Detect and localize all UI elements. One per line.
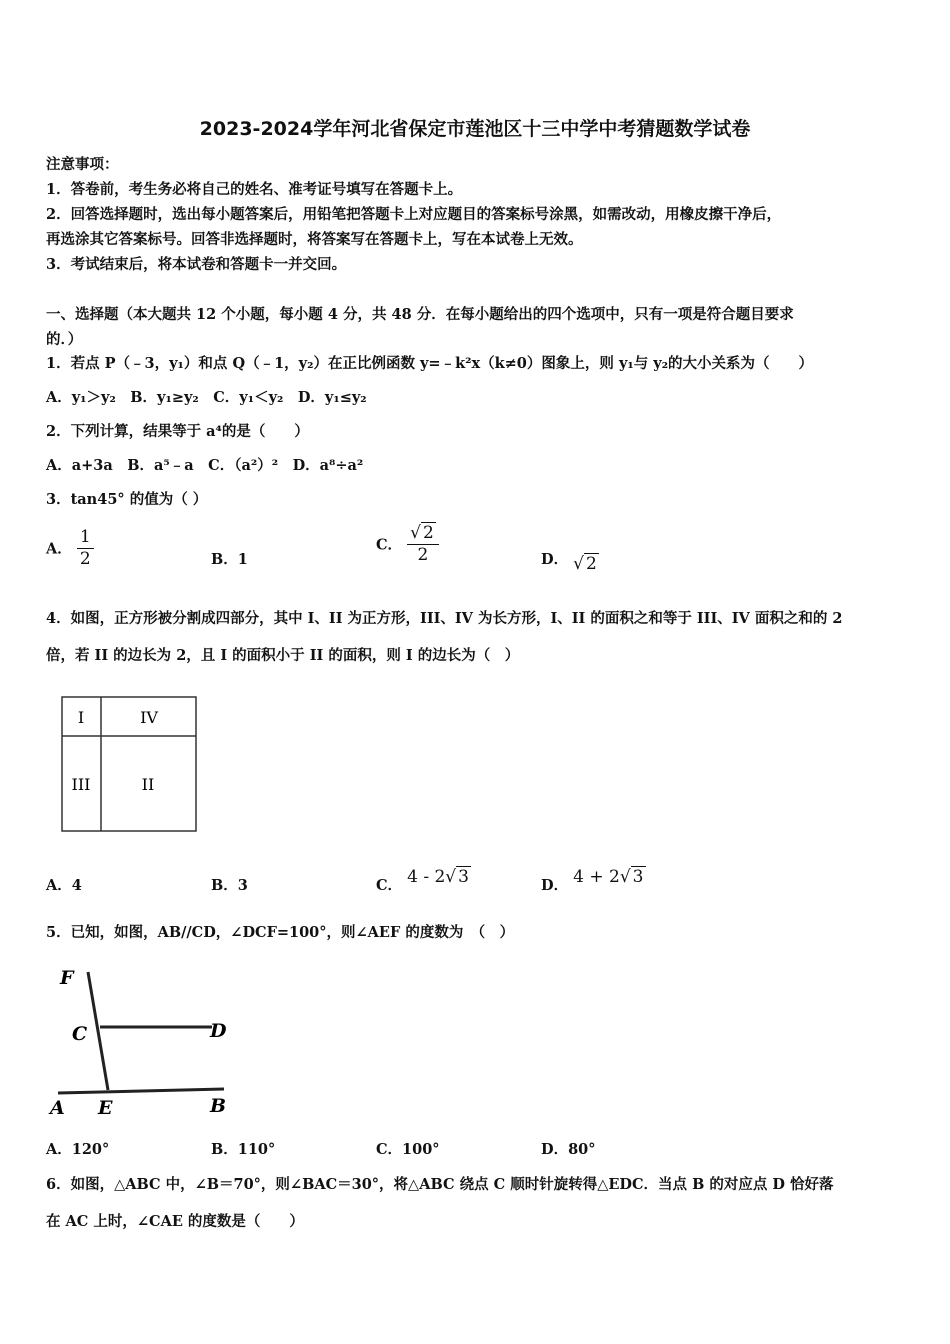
page-title: 2023-2024学年河北省保定市莲池区十三中学中考猜题数学试卷 (199, 118, 751, 140)
section-heading-line-2: 的．） (46, 331, 83, 348)
q4-option-a: A．4 (46, 877, 82, 894)
region-IV-label: IV (140, 708, 158, 727)
expression-prefix: 4 + 2 (573, 867, 620, 887)
q5-stem: 5．已知，如图，AB//CD，∠DCF=100°，则∠AEF 的度数为 （ ） (46, 924, 515, 941)
q5-option-b: B．110° (211, 1141, 276, 1158)
numerator: 1 (77, 528, 94, 549)
denominator: 2 (79, 548, 91, 569)
q3-option-b: B．1 (211, 551, 248, 568)
q5-option-d: D．80° (541, 1141, 596, 1158)
region-I-label: I (77, 708, 85, 727)
q4-option-b: B．3 (211, 877, 248, 894)
transversal-line (88, 972, 108, 1090)
radicand: 3 (632, 867, 644, 887)
point-B-label: B (210, 1095, 227, 1117)
q5-parallel-lines-figure (44, 952, 234, 1122)
radicand: 3 (458, 867, 469, 887)
math-expression: 4 + 2√ 3 (573, 867, 644, 887)
q4-option-d (541, 867, 646, 895)
q2-options: A．a+3a B．a⁵﹣a C．（a²）² D．a⁸÷a² (46, 457, 364, 474)
line-ab (58, 1089, 224, 1093)
fraction (77, 528, 94, 568)
q4-stem-line-1: 4．如图，正方形被分割成四部分，其中 I、II 为正方形，III、IV 为长方形，I、II 的面积之和等于 III、IV 面积之和的 2 (46, 610, 843, 627)
radicand: 2 (585, 554, 597, 574)
point-D-label: D (210, 1020, 227, 1042)
math-expression: 4 - 2√ 3 (407, 867, 469, 887)
point-F-label: F (60, 967, 74, 989)
q3-option-a (46, 528, 94, 568)
radicand: 2 (422, 523, 434, 543)
fraction (407, 524, 439, 564)
denominator: 2 (417, 544, 429, 565)
expression-prefix: 4 - 2 (407, 867, 446, 887)
q6-stem-line-1: 6．如图，△ABC 中，∠B＝70°，则∠BAC＝30°，将△ABC 绕点 C 顺时针旋转得△EDC．当点 B 的对应点 D 恰好落 (46, 1176, 834, 1193)
q3-option-c (376, 524, 439, 564)
option-label: A． (46, 540, 72, 558)
notice-heading: 注意事项： (46, 156, 119, 173)
q2-stem: 2．下列计算，结果等于 a⁴的是（ ） (46, 423, 309, 440)
region-III-label: III (71, 775, 91, 794)
sqrt-expression: √ 2 (573, 554, 597, 574)
option-label: C． (376, 536, 403, 554)
q4-stem-line-2: 倍，若 II 的边长为 2，且 I 的面积小于 II 的面积，则 I 的边长为（ ） (46, 647, 520, 664)
section-heading-line-1: 一、选择题（本大题共 12 个小题，每小题 4 分，共 48 分．在每小题给出的四个选项中，只有一项是符合题目要求 (46, 306, 794, 323)
point-A-label: A (50, 1097, 65, 1119)
q5-option-c: C．100° (376, 1141, 440, 1158)
q4-square-figure (55, 690, 205, 840)
q4-option-c (376, 867, 471, 895)
point-C-label: C (72, 1023, 88, 1045)
q6-stem-line-2: 在 AC 上时，∠CAE 的度数是（ ） (46, 1213, 304, 1230)
notice-line-2a: 2．回答选择题时，选出每小题答案后，用铅笔把答题卡上对应题目的答案标号涂黑，如需改动，用橡皮擦干净后， (46, 206, 782, 223)
q5-option-a: A．120° (46, 1141, 110, 1158)
option-label: C． (376, 877, 403, 894)
q3-stem: 3．tan45° 的值为（ ） (46, 491, 208, 508)
region-II-label: II (141, 775, 155, 794)
option-label: D． (541, 877, 569, 894)
q3-option-d (541, 548, 599, 574)
point-E-label: E (98, 1097, 113, 1119)
numerator: √ 2 (407, 524, 439, 545)
q1-options: A．y₁＞y₂ B．y₁≥y₂ C．y₁＜y₂ D．y₁≤y₂ (46, 389, 367, 406)
q1-stem: 1．若点 P（﹣3，y₁）和点 Q（﹣1，y₂）在正比例函数 y=﹣k²x（k≠0）图象上，则 y₁与 y₂的大小关系为（ ） (46, 355, 814, 372)
option-label: D． (541, 551, 569, 568)
notice-line-3: 3．考试结束后，将本试卷和答题卡一并交回。 (46, 256, 347, 273)
notice-line-2b: 再选涂其它答案标号。回答非选择题时，将答案写在答题卡上，写在本试卷上无效。 (46, 231, 583, 248)
notice-line-1: 1．答卷前，考生务必将自己的姓名、准考证号填写在答题卡上。 (46, 181, 463, 198)
